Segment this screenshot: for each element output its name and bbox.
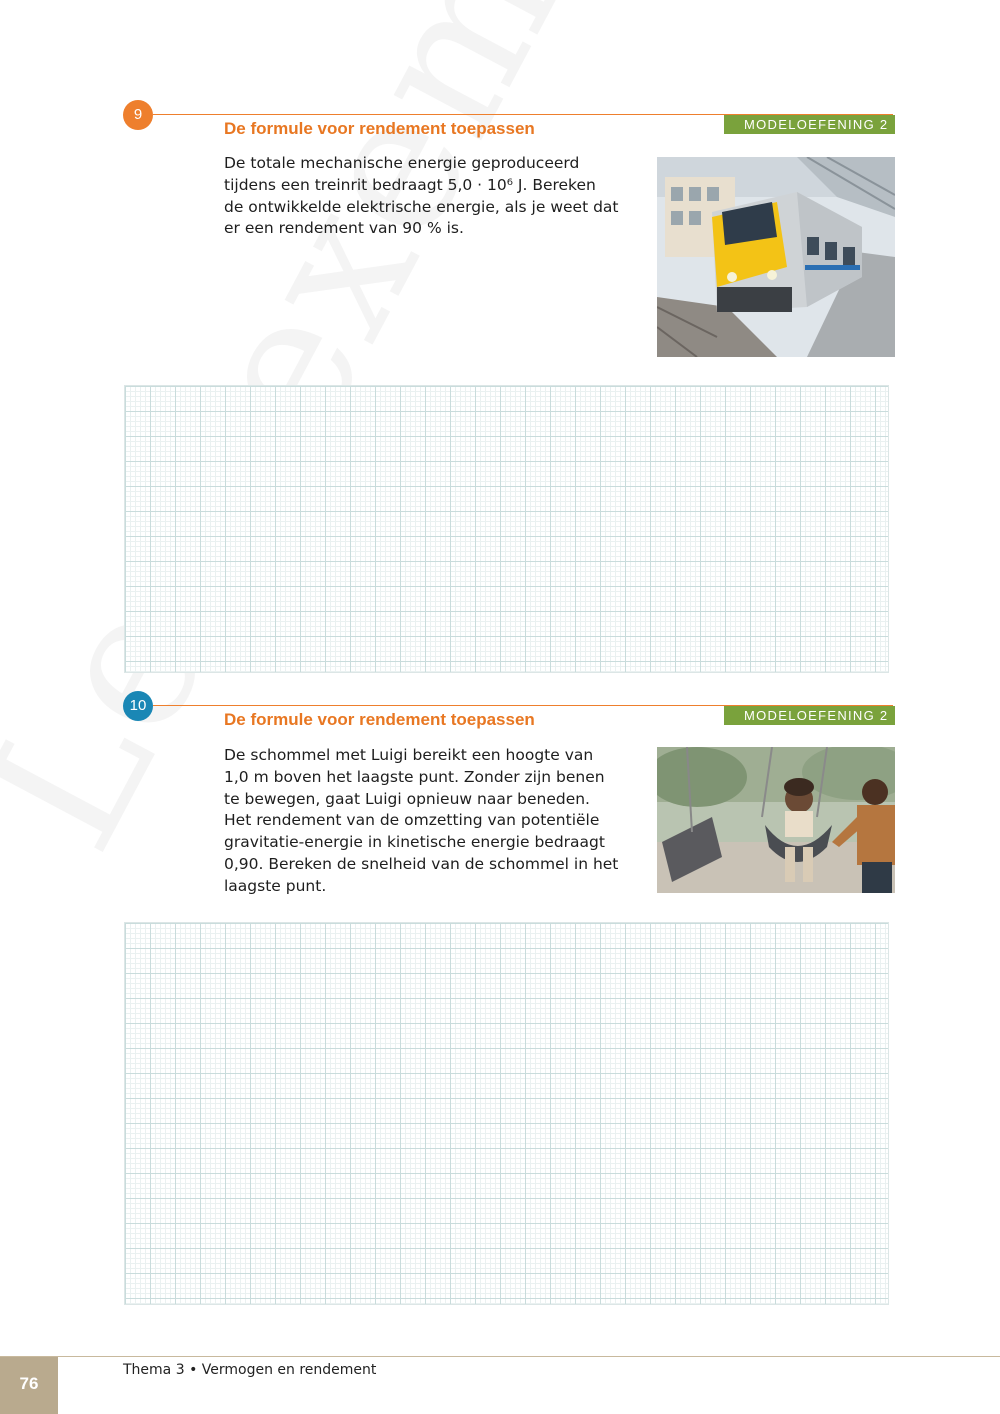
swing-photo bbox=[657, 747, 895, 893]
train-illustration bbox=[657, 157, 895, 357]
exercise-10-answer-grid[interactable] bbox=[124, 922, 889, 1305]
page-number: 76 bbox=[0, 1357, 58, 1414]
exercise-10-text: De schommel met Luigi bereikt een hoogte van 1,0 m boven het laagste punt. Zonder zijn benen te bewegen, gaat Luigi opnieuw naar beneden. Het rendement van de omzetting van potentiële gravitatie-energie in kinetische energie bedraagt 0,90. Bereken de snelheid van de schommel in het laagste punt. bbox=[224, 746, 619, 895]
exercise-10-number: 10 bbox=[123, 691, 153, 721]
train-photo bbox=[657, 157, 895, 357]
exercise-9-title: De formule voor rendement toepassen bbox=[224, 119, 535, 138]
exercise-9-text: De totale mechanische energie geproduceerd tijdens een treinrit bedraagt 5,0 · 10⁶ J. Bereken de ontwikkelde elektrische energie, als je weet dat er een rendement van 90 % is. bbox=[224, 154, 619, 238]
footer-divider bbox=[0, 1356, 1000, 1357]
exercise-10-tag: MODELOEFENING 2 bbox=[724, 706, 895, 725]
exercise-10-title: De formule voor rendement toepassen bbox=[224, 710, 535, 729]
exercise-9-answer-grid[interactable] bbox=[124, 385, 889, 673]
exercise-9-number: 9 bbox=[123, 100, 153, 130]
footer-chapter: Thema 3 • Vermogen en rendement bbox=[123, 1362, 377, 1378]
swing-illustration bbox=[657, 747, 895, 893]
exercise-9-tag: MODELOEFENING 2 bbox=[724, 115, 895, 134]
